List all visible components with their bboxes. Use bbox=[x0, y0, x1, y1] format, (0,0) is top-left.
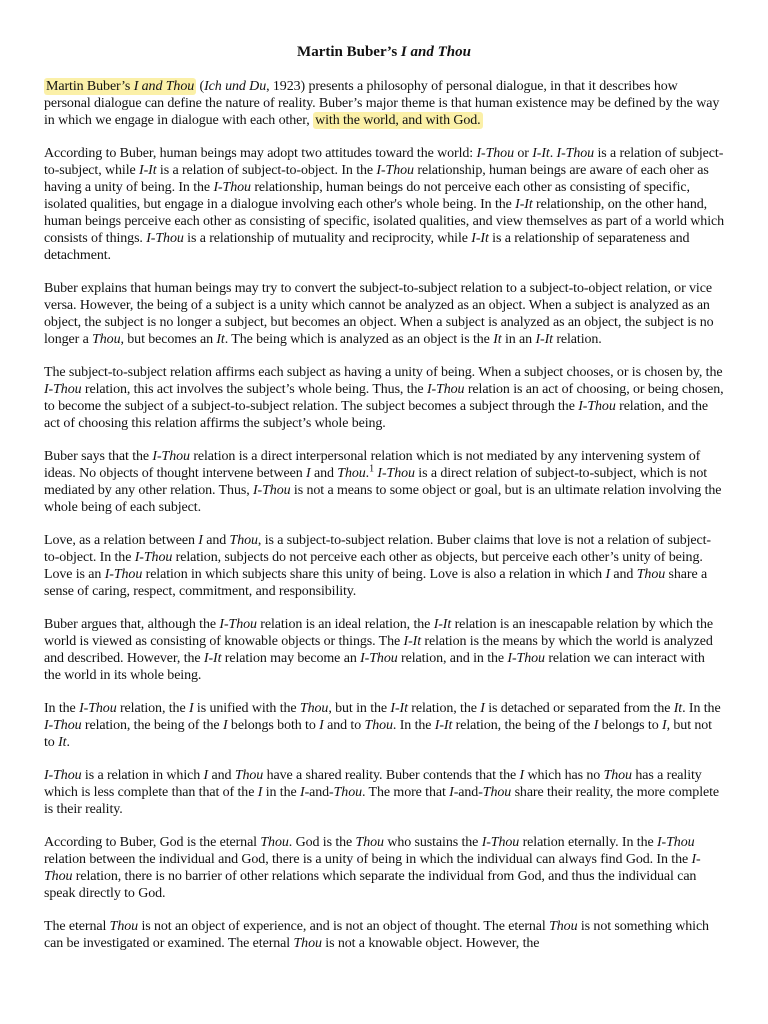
paragraph-3: Buber explains that human beings may try to convert the subject-to-subject relation to a subject-to-object relation, or vice versa. However, the being of a subject is a unity which cannot be analyzed as an object. When a subject is analyzed as an object, the subject is no longer a subject, but becomes an object. When a subject is analyzed as an object, the subject is no longer a Thou, but becomes an It. The being which is analyzed as an object is the It in an I-It relation. bbox=[44, 281, 714, 347]
highlight: Martin Buber’s I and Thou bbox=[46, 79, 195, 94]
paragraph-8: In the I-Thou relation, the I is unified with the Thou, but in the I-It relation, the I is detached or separated from the It. In the I-Thou relation, the being of the I belongs both to I and to Thou. In the I-It relation, the being of the I belongs to I, but not to It. bbox=[44, 701, 721, 750]
paragraph-9: I-Thou is a relation in which I and Thou have a shared reality. Buber contends that the I which has no Thou has a reality which is less complete than that of the I in the I-and-Thou. The more that I-and-Thou share their reality, the more complete is their reality. bbox=[44, 768, 719, 817]
paragraph-1: Martin Buber’s I and Thou (Ich und Du, 1923) presents a philosophy of personal dialogue, in that it describes how personal dialogue can define the nature of reality. Buber’s major theme is that human existence may be defined by the way in which we engage in dialogue with each other, with the world, and with God. bbox=[44, 79, 720, 128]
paragraph-2: According to Buber, human beings may adopt two attitudes toward the world: I-Thou or I-It. I-Thou is a relation of subject-to-subject, while I-It is a relation of subject-to-object. In the I-Thou relationship, human beings are aware of each oher as having a unity of being. In the I-Thou relationship, human beings do not perceive each other as consisting of specific, isolated qualities, but engage in a dialogue involving each other's whole being. In the I-It relationship, on the other hand, human beings perceive each other as consisting of specific, isolated qualities, and view themselves as part of a world which consists of things. I-Thou is a relationship of mutuality and reciprocity, while I-It is a relationship of separateness and detachment. bbox=[44, 146, 724, 263]
document-body bbox=[44, 78, 724, 968]
highlight: with the world, and with God. bbox=[315, 113, 481, 128]
footnote-marker[interactable]: 1 bbox=[369, 463, 374, 475]
paragraph-11: The eternal Thou is not an object of experience, and is not an object of thought. The eternal Thou is not something which can be investigated or examined. The eternal Thou is not a knowable object. However, the bbox=[44, 919, 709, 951]
paragraph-5: Buber says that the I-Thou relation is a direct interpersonal relation which is not mediated by any intervening system of ideas. No objects of thought intervene between I and Thou.$^1$ I-Thou is a direct relation of subject-to-subject, which is not mediated by any other relation. Thus, I-Thou is not a means to some object or goal, but is an ultimate relation involving the whole being of each subject. bbox=[44, 449, 722, 515]
paragraph-6: Love, as a relation between I and Thou, is a subject-to-subject relation. Buber claims that love is not a relation of subject-to-object. In the I-Thou relation, subjects do not perceive each other as objects, but perceive each other’s unity of being. Love is an I-Thou relation in which subjects share this unity of being. Love is also a relation in which I and Thou share a sense of caring, respect, commitment, and responsibility. bbox=[44, 533, 711, 599]
paragraph-10: According to Buber, God is the eternal Thou. God is the Thou who sustains the I-Thou relation eternally. In the I-Thou relation between the individual and God, there is a unity of being in which the individual can always find God. In the I-Thou relation, there is no barrier of other relations which separate the individual from God, and thus the individual can speak directly to God. bbox=[44, 835, 701, 901]
paragraph-7: Buber argues that, although the I-Thou relation is an ideal relation, the I-It relation is an inescapable relation by which the world is viewed as consisting of knowable objects or things. The I-It relation is the means by which the world is analyzed and described. However, the I-It relation may become an I-Thou relation, and in the I-Thou relation we can interact with the world in its whole being. bbox=[44, 617, 713, 683]
document-title: Martin Buber’s I and Thou bbox=[297, 44, 471, 60]
paragraph-4: The subject-to-subject relation affirms each subject as having a unity of being. When a subject chooses, or is chosen by, the I-Thou relation, this act involves the subject’s whole being. Thus, the I-Thou relation is an act of choosing, or being chosen, to become the subject of a subject-to-subject relation. The subject becomes a subject through the I-Thou relation, and the act of choosing this relation affirms the subject’s whole being. bbox=[44, 365, 724, 431]
